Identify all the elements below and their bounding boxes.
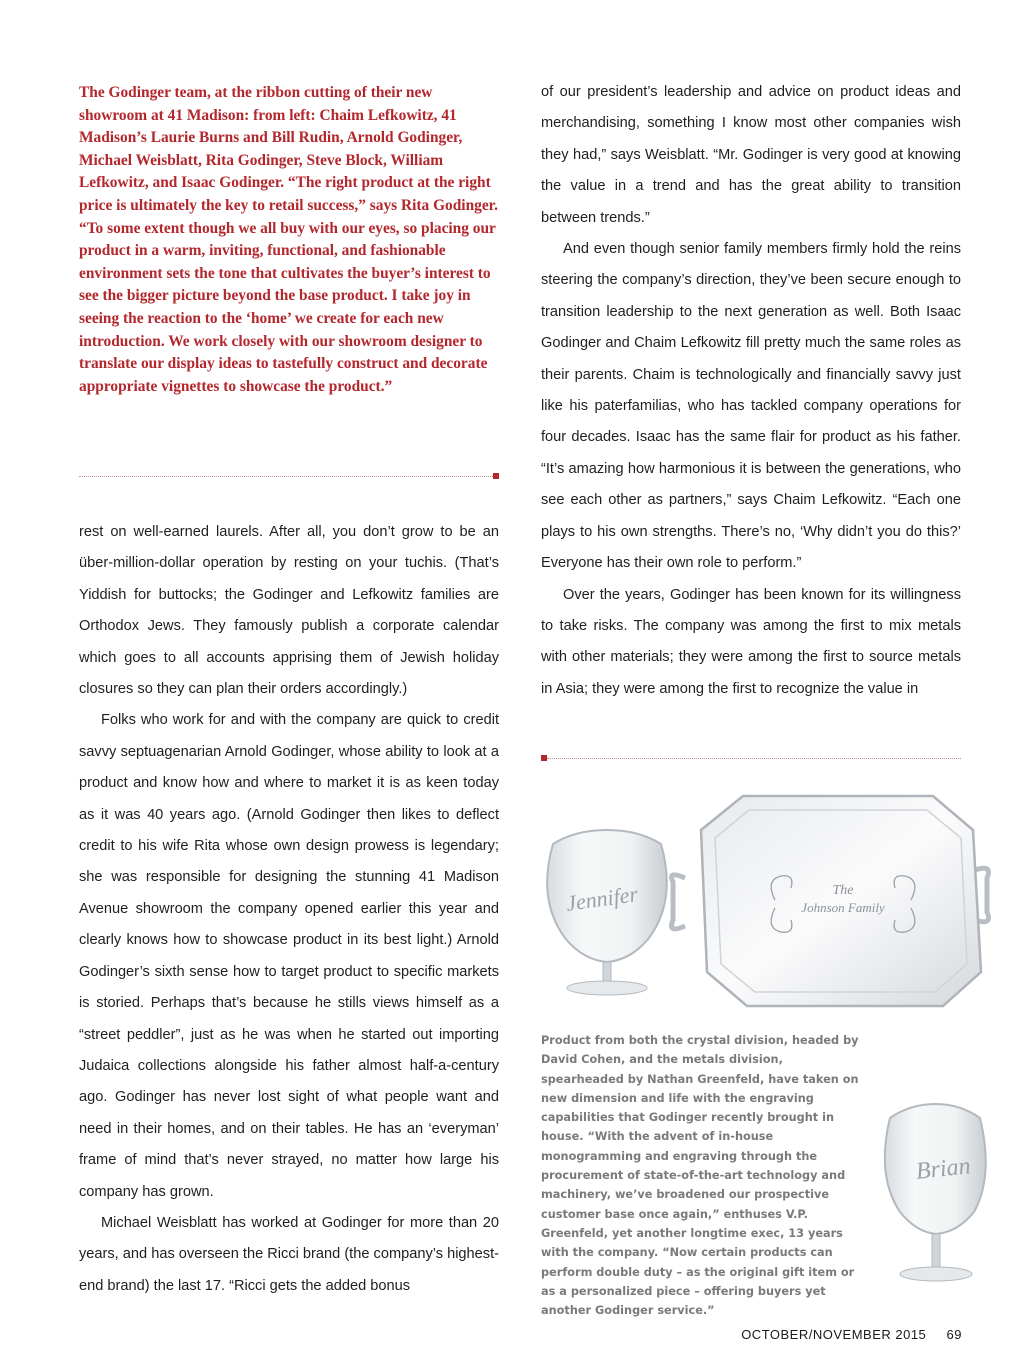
engraved-tray [672,796,989,1006]
page-number: 69 [946,1327,962,1342]
photo-caption-text: Product from both the crystal division, headed by David Cohen, and the metals division, spearheaded by Nathan Greenfeld, have taken on new dimension and life with the engraving capabilities that Godinger recently brought in house. “With the advent of in-house monogramming and engraving through the procurement of state-of-the-art technology and machinery, we’ve broadened our prospective customer base once again,” enthuses V.P. Greenfeld, yet another longtime exec, 13 years with the company. “Now certain products can perform double duty – as the original gift item or as a personalized piece – offering buyers yet another Godinger service.” [541,1034,859,1318]
glass-left-foot [567,981,647,995]
right-paragraph-2: And even though senior family members firmly hold the reins steering the company’s direction, they’ve been secure enough to transition leadership to the next generation as well. Both Isaac Godinger and Chaim Lefkowitz fill pretty much the same roles as their parents. Chaim is technologically and financially savvy just like his paterfamilias, who has tackled company operations for four decades. Isaac has the same flair for product as his father. “It’s amazing how harmonious it is between the generations, who see each other as partners,” says Chaim Lefkowitz. “Each one plays to his own strengths. There’s no, ‘Why didn’t you do this?’ Everyone has their own role to perform.” [541,241,961,572]
tray-engraving-line1: The [832,883,854,898]
right-paragraph-3: Over the years, Godinger has been known for its willingness to take risks. The company was among the first to mix metals with other materials; they were among the first to source metals in Asia; they were among the first to recognize the value in [541,586,961,697]
tray-engraving-line2: Johnson Family [801,900,885,915]
tray-left-handle [672,875,686,929]
engraved-glass-left [547,830,667,995]
issue-date: OCTOBER/NOVEMBER 2015 [741,1327,927,1342]
right-paragraph-1: of our president’s leadership and advice on product ideas and merchandising, something I know most other companies wish they had,” says Weisblatt. “Mr. Godinger is very good at knowing the value in a trend and has the great ability to transition between trends.” [541,84,961,226]
sidebar-quote [79,82,503,398]
glass-right-engraving: Brian [914,1153,972,1185]
page-footer [741,1327,962,1342]
left-paragraph-1: rest on well-earned laurels. After all, you don’t grow to be an über-million-dollar operation by resting on your tuchis. (That’s Yiddish for buttocks; the Godinger and Lefkowitz families are Orthodox Jews. They famously publish a corporate calendar which goes to all accounts apprising them of Jewish holiday closures so they can plan their orders accordingly.) [79,524,499,698]
photo-caption [541,1031,965,1365]
sidebar-quote-text: The Godinger team, at the ribbon cutting of their new showroom at 41 Madison: from left: Chaim Lefkowitz, 41 Madison’s Laurie Burns and Bill Rudin, Arnold Godinger, Michael Weisblatt, Rita Godinger, Steve Block, William Lefkowitz, and Isaac Godinger. “The right product at the right price is ultimately the key to retail success,” says Rita Godinger. “To some extent though we all buy with our eyes, so placing our product in a warm, inviting, functional, and fashionable environment sets the tone that cultivates the buyer’s interest to see the bigger picture beyond the base product. I take joy in seeing the reaction to the ‘home’ we create for each new introduction. We work closely with our showroom designer to translate our display ideas to tastefully construct and decorate appropriate vignettes to showcase the product.” [79,84,498,395]
left-paragraph-3: Michael Weisblatt has worked at Godinger for more than 20 years, and has overseen the Ricci brand (the company’s highest-end brand) the last 17. “Ricci gets the added bonus [79,1214,499,1294]
left-paragraph-2: Folks who work for and with the company are quick to credit savvy septuagenarian Arnold Godinger, whose ability to look at a product and know how and where to market it is as keen today as it was 40 years ago. (Arnold Godinger then likes to deflect credit to his wife Rita whose own design prowess is legendary; she was responsible for designing the stunning 41 Madison Avenue showroom the company opened earlier this year and clearly knows how to showcase product in its best light.) Arnold Godinger’s sixth sense how to target product to specific markets is storied. Perhaps that’s because he stills views himself as a “street peddler”, just as he was when he started out importing Judaica collections alongside his father almost half-a-century ago. Godinger has never lost sight of what people want and need in their homes, and on their tables. He has an ‘everyman’ frame of mind that’s never strayed, no matter how large his company has grown. [79,712,499,1200]
right-divider [547,758,961,759]
glass-left-engraving: Jennifer [564,881,640,916]
sidebar-divider-mark [493,473,499,479]
caption-float-spacer [869,1095,965,1365]
sidebar-divider [79,476,493,477]
product-photo [535,790,995,1015]
right-column [541,77,961,705]
left-column [79,517,499,1302]
